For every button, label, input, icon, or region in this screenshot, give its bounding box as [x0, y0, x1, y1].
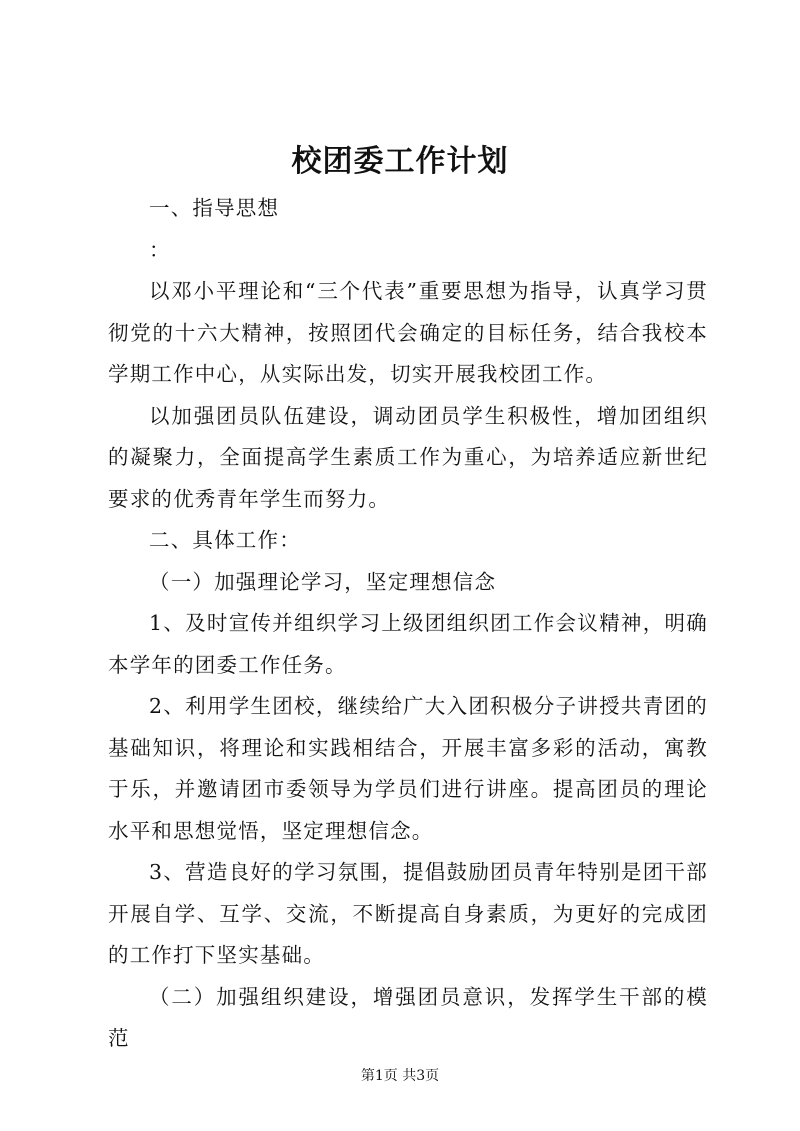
list-item-1: 1、及时宣传并组织学习上级团组织团工作会议精神，明确本学年的团委工作任务。 — [108, 611, 708, 677]
list-item-3: 3、营造良好的学习氛围，提倡鼓励团员青年特别是团干部开展自学、互学、交流，不断提高自身素质，为更好的完成团的工作打下坚实基础。 — [108, 860, 708, 967]
paragraph-guiding-theory: 以邓小平理论和“三个代表”重要思想为指导，认真学习贯彻党的十六大精神，按照团代会确定的目标任务，结合我校本学期工作中心，从实际出发，切实开展我校团工作。 — [108, 279, 708, 386]
list-item-2: 2、利用学生团校，继续给广大入团积极分子讲授共青团的基础知识，将理论和实践相结合，开展丰富多彩的活动，寓教于乐，并邀请团市委领导为学员们进行讲座。提高团员的理论水平和思想觉悟，坚定理想信念。 — [108, 694, 708, 843]
subsection-heading-organization: （二）加强组织建设，增强团员意识，发挥学生干部的模范 — [108, 984, 708, 1050]
page-footer: 第1页 共3页 — [360, 1068, 440, 1084]
subsection-heading-theory-study: （一）加强理论学习，坚定理想信念 — [149, 569, 497, 594]
section-heading-guiding-ideology: 一、指导思想 — [149, 196, 280, 220]
document-body — [108, 188, 708, 1060]
section-heading-specific-work: 二、具体工作： — [149, 528, 301, 552]
paragraph-work-focus: 以加强团员队伍建设，调动团员学生积极性，增加团组织的凝聚力，全面提高学生素质工作为重心，为培养适应新世纪要求的优秀青年学生而努力。 — [108, 403, 708, 511]
colon-line: ： — [149, 237, 171, 262]
document-title: 校团委工作计划 — [291, 144, 509, 179]
